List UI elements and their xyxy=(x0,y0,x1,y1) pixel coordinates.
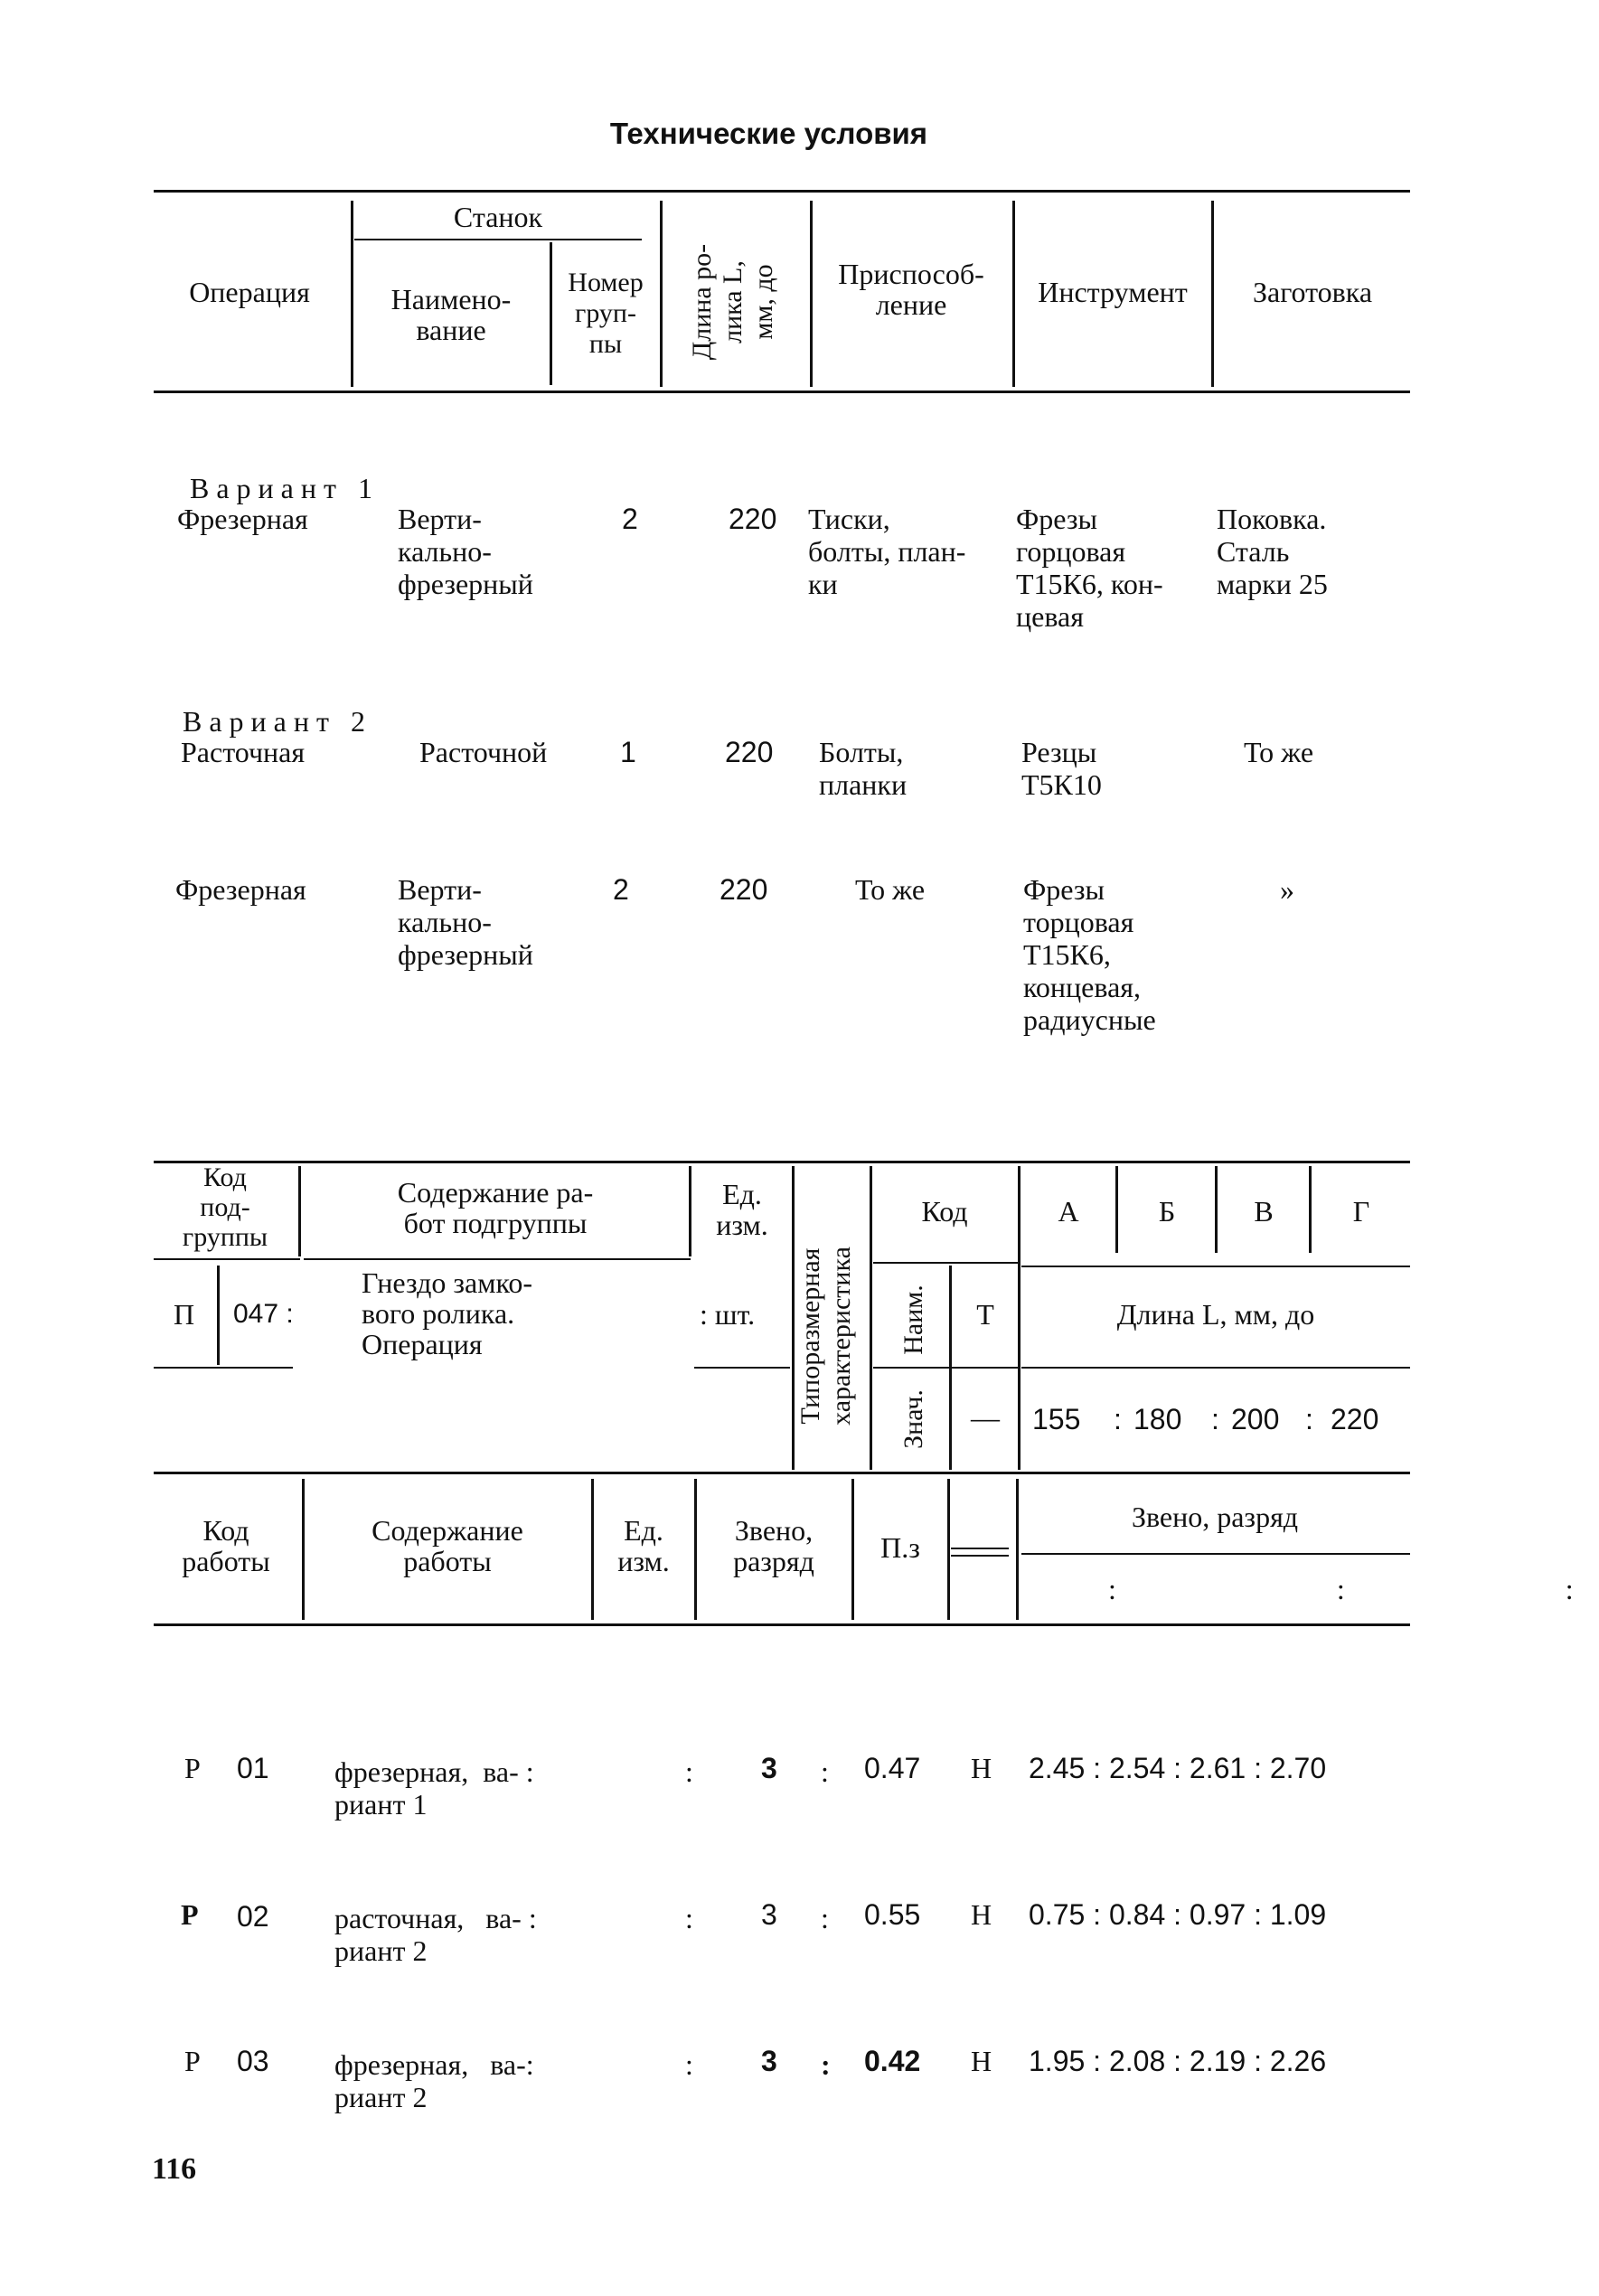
norm-divider xyxy=(1215,1166,1218,1253)
work-colon: : xyxy=(685,1902,693,1934)
work-content: расточная, ва- : риант 2 xyxy=(334,1902,537,1967)
work-colon: : xyxy=(685,1755,693,1788)
work-h: Н xyxy=(971,1752,992,1784)
header-colons: : : : xyxy=(1108,1573,1599,1605)
header-typesize: Типоразмерная характеристика xyxy=(795,1247,856,1426)
work-zveno: 3 xyxy=(761,2045,777,2077)
header-code: Код xyxy=(921,1195,968,1228)
row-2-group: 1 xyxy=(620,736,636,768)
row-1-tool: Фрезы горцовая Т15К6, кон- цевая xyxy=(1016,503,1163,633)
length-value: 220 xyxy=(1331,1403,1379,1435)
page-title: Технические условия xyxy=(609,117,928,150)
header-operation: Операция xyxy=(189,276,310,308)
row-3-group: 2 xyxy=(613,873,629,906)
norm-divider xyxy=(689,1166,691,1256)
norm-rule xyxy=(1021,1553,1410,1555)
norm-divider xyxy=(1018,1166,1021,1470)
norm-rule-mid xyxy=(154,1472,1410,1474)
header-unit: Ед. изм. xyxy=(716,1178,768,1241)
row-3-tool: Фрезы торцовая Т15К6, концевая, радиусные xyxy=(1023,873,1156,1036)
work-colon: : xyxy=(685,2048,693,2081)
work-colon: : xyxy=(821,1902,829,1934)
norm-rule xyxy=(1021,1266,1410,1267)
row-1-length: 220 xyxy=(729,503,777,535)
row-1-blank: Поковка. Сталь марки 25 xyxy=(1217,503,1328,600)
work-code: 03 xyxy=(237,2045,269,2077)
naim-label: Наим. xyxy=(898,1284,928,1355)
header-zveno-razryad: Звено, разряд xyxy=(1131,1501,1299,1533)
work-letter: Р xyxy=(184,1752,201,1784)
row-2-length: 220 xyxy=(725,736,774,768)
row-1-operation: Фрезерная xyxy=(177,503,308,535)
norm-divider xyxy=(947,1479,950,1620)
work-zveno: 3 xyxy=(761,1898,777,1931)
row-2-fixture: Болты, планки xyxy=(819,736,908,801)
norm-rule xyxy=(154,1367,293,1369)
norm-divider xyxy=(792,1166,795,1470)
header-g: Г xyxy=(1352,1195,1370,1228)
row-1-fixture: Тиски, болты, план- ки xyxy=(808,503,966,600)
header-tool: Инструмент xyxy=(1038,276,1188,308)
dash: — xyxy=(971,1401,1000,1434)
row-3-name: Верти- кально- фрезерный xyxy=(398,873,533,971)
work-code: 01 xyxy=(237,1752,269,1784)
norm-rule xyxy=(304,1258,691,1260)
row-2-tool: Резцы Т5К10 xyxy=(1021,736,1102,801)
row-1-name: Верти- кально- фрезерный xyxy=(398,503,533,600)
col-divider xyxy=(810,201,813,387)
work-h: Н xyxy=(971,2045,992,2077)
row-2-operation: Расточная xyxy=(181,736,306,768)
work-values: 1.95 : 2.08 : 2.19 : 2.26 xyxy=(1029,2045,1327,2077)
norm-rule xyxy=(951,1555,1009,1557)
work-values: 2.45 : 2.54 : 2.61 : 2.70 xyxy=(1029,1752,1327,1784)
work-colon: : xyxy=(821,1755,829,1788)
work-pz: 0.42 xyxy=(864,2045,921,2077)
norm-divider xyxy=(851,1479,854,1620)
norm-rule xyxy=(154,1258,300,1260)
header-v: В xyxy=(1254,1195,1274,1228)
header-stanok-group: Номер груп- пы xyxy=(568,268,644,359)
table-rule-top xyxy=(154,190,1410,193)
subgroup-unit: : шт. xyxy=(700,1298,756,1331)
stanok-rule xyxy=(354,239,642,240)
col-divider xyxy=(1211,201,1214,387)
work-zveno: 3 xyxy=(761,1752,777,1784)
row-2-blank: То же xyxy=(1244,736,1314,768)
col-divider xyxy=(351,201,353,387)
subgroup-content: Гнездо замко- вого ролика. Операция xyxy=(362,1266,533,1360)
row-1-group: 2 xyxy=(622,503,638,535)
norm-divider xyxy=(298,1166,301,1256)
header-a: А xyxy=(1058,1195,1079,1228)
col-divider xyxy=(660,201,663,387)
row-3-length: 220 xyxy=(720,873,768,906)
work-content: фрезерная, ва-: риант 2 xyxy=(334,2048,534,2113)
norm-divider xyxy=(302,1479,305,1620)
norm-rule xyxy=(1021,1367,1410,1369)
variant-2-label: Вариант 2 xyxy=(183,705,372,738)
work-letter: Р xyxy=(181,1898,199,1931)
norm-rule xyxy=(694,1367,790,1369)
norm-divider xyxy=(1115,1166,1118,1253)
work-h: Н xyxy=(971,1898,992,1931)
col-divider xyxy=(1012,201,1015,387)
length-sep: : xyxy=(1211,1403,1219,1435)
work-code: 02 xyxy=(237,1900,269,1933)
row-3-fixture: То же xyxy=(855,873,926,906)
row-3-operation: Фрезерная xyxy=(175,873,306,906)
norm-divider xyxy=(217,1266,220,1365)
t-letter: Т xyxy=(976,1298,994,1331)
norm-rule-bottom xyxy=(154,1623,1410,1626)
subgroup-letter: П xyxy=(174,1298,195,1331)
length-sep: : xyxy=(1305,1403,1313,1435)
table-rule-header-bottom xyxy=(154,391,1410,393)
subgroup-code: 047 : xyxy=(233,1299,294,1329)
header-length: Длина ро- лика L, мм, до xyxy=(687,243,778,361)
norm-divider xyxy=(1309,1166,1312,1253)
work-colon: : xyxy=(821,2048,831,2081)
length-value: 155 xyxy=(1032,1403,1081,1435)
page-number: 116 xyxy=(152,2152,197,2186)
work-content: фрезерная, ва- : риант 1 xyxy=(334,1755,534,1821)
header-fixture: Приспособ- ление xyxy=(838,258,984,321)
work-pz: 0.47 xyxy=(864,1752,921,1784)
header-b: Б xyxy=(1158,1195,1176,1228)
norm-divider xyxy=(870,1166,872,1470)
header-stanok: Станок xyxy=(453,201,543,233)
znach-label: Знач. xyxy=(898,1389,928,1449)
col-divider xyxy=(550,242,552,385)
work-letter: Р xyxy=(184,2045,201,2077)
row-3-blank: » xyxy=(1280,873,1294,906)
header-pz: П.з xyxy=(880,1531,920,1564)
header-content-work: Содержание работы xyxy=(372,1514,523,1577)
norm-rule-top xyxy=(154,1161,1410,1163)
length-value: 200 xyxy=(1231,1403,1280,1435)
header-code-subgroup: Код под- группы xyxy=(182,1162,268,1252)
header-stanok-name: Наимено- вание xyxy=(390,283,512,346)
norm-rule xyxy=(873,1367,1018,1369)
header-code-work: Код работы xyxy=(182,1514,270,1577)
header-unit-2: Ед. изм. xyxy=(617,1514,670,1577)
norm-rule xyxy=(951,1548,1009,1549)
variant-1-label: Вариант 1 xyxy=(190,472,380,504)
norm-rule xyxy=(873,1262,1018,1264)
row-2-name: Расточной xyxy=(419,736,548,768)
work-values: 0.75 : 0.84 : 0.97 : 1.09 xyxy=(1029,1898,1327,1931)
length-label: Длина L, мм, до xyxy=(1116,1298,1315,1331)
length-value: 180 xyxy=(1133,1403,1182,1435)
header-content-subgroup: Содержание ра- бот подгруппы xyxy=(397,1176,594,1239)
norm-divider xyxy=(1016,1479,1019,1620)
norm-divider xyxy=(949,1266,952,1470)
header-zveno: Звено, разряд xyxy=(733,1514,814,1577)
work-pz: 0.55 xyxy=(864,1898,921,1931)
header-blank: Заготовка xyxy=(1252,276,1373,308)
norm-divider xyxy=(694,1479,697,1620)
norm-divider xyxy=(591,1479,594,1620)
length-sep: : xyxy=(1114,1403,1122,1435)
